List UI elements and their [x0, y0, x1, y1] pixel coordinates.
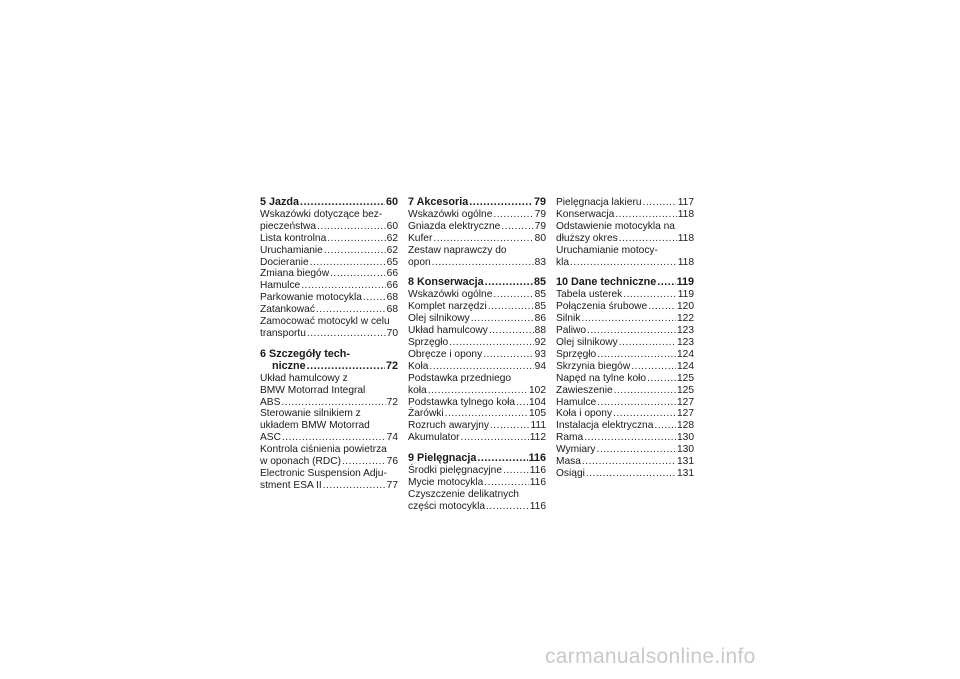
toc-entry[interactable]	[260, 292, 398, 304]
toc-entry[interactable]	[408, 221, 546, 233]
toc-entry[interactable]	[556, 289, 694, 301]
dot-leader	[307, 328, 386, 340]
toc-entry-text: Czyszczenie delikatnych	[408, 488, 519, 500]
toc-page-number: 111	[530, 420, 546, 432]
dot-leader	[483, 349, 533, 361]
toc-entry-text: kla	[556, 256, 570, 268]
toc-entry-text: Podstawka tylnego koła	[408, 396, 516, 408]
toc-page-number: 88	[534, 325, 546, 337]
toc-page-number: 123	[677, 336, 694, 348]
dot-leader	[307, 361, 385, 373]
toc-entry[interactable]	[260, 444, 398, 468]
toc-entry-text: Obręcze i opony	[408, 348, 483, 360]
toc-page-number: 68	[386, 304, 398, 316]
toc-entry-text: Masa	[556, 456, 581, 468]
dot-leader	[648, 301, 676, 313]
toc-entry[interactable]	[260, 245, 398, 257]
toc-entry-text: Mycie motocykla	[408, 476, 484, 488]
toc-entry[interactable]	[556, 420, 694, 432]
toc-page-number: 116	[528, 452, 546, 465]
toc-page-number: 60	[386, 220, 398, 232]
dot-leader	[516, 397, 528, 409]
toc-entry-text: Sprzęgło	[408, 336, 449, 348]
toc-entry-text: transportu	[260, 327, 306, 339]
watermark: carmanualsonline.info	[545, 645, 756, 668]
toc-page-number: 116	[529, 500, 546, 512]
dot-leader	[485, 277, 533, 289]
toc-page-number: 112	[529, 432, 546, 444]
toc-entry-text: Zmiana biegów	[260, 268, 330, 280]
toc-entry[interactable]	[260, 280, 398, 292]
dot-leader	[493, 289, 533, 301]
toc-entry[interactable]	[556, 325, 694, 337]
toc-page-number: 94	[534, 360, 546, 372]
toc-entry[interactable]	[408, 408, 546, 420]
toc-entry-text: Tabela usterek	[556, 289, 623, 301]
toc-entry-text: Żarówki	[408, 408, 444, 420]
toc-entry[interactable]	[556, 444, 694, 456]
toc-entry-text: Połączenia śrubowe	[556, 301, 648, 313]
toc-page-number: 118	[677, 256, 694, 268]
toc-page-number: 125	[677, 384, 694, 396]
toc-entry[interactable]	[556, 432, 694, 444]
toc-page-number: 130	[677, 444, 694, 456]
toc-entry-text: Rama	[556, 432, 584, 444]
dot-leader	[615, 209, 676, 221]
toc-entry-text: niczne	[272, 359, 306, 372]
toc-page-number: 85	[534, 289, 546, 301]
dot-leader	[597, 444, 676, 456]
toc-entry-text: Zestaw naprawczy do	[408, 244, 507, 256]
toc-page-number: 127	[677, 396, 694, 408]
toc-page-number: 125	[677, 372, 694, 384]
dot-leader	[584, 432, 676, 444]
toc-entry[interactable]	[556, 313, 694, 325]
toc-page-number: 120	[677, 301, 694, 313]
toc-entry-text: Wskazówki dotyczące bez-	[260, 208, 383, 220]
toc-entry-text: dłuższy okres	[556, 232, 618, 244]
dot-leader	[489, 325, 534, 337]
dot-leader	[433, 233, 533, 245]
dot-leader	[623, 289, 676, 301]
toc-page-number: 116	[529, 465, 546, 477]
toc-page-number: 93	[534, 348, 546, 360]
dot-leader	[310, 257, 386, 269]
toc-entry[interactable]	[408, 289, 546, 301]
toc-entry-text: pieczeństwa	[260, 220, 317, 232]
toc-entry[interactable]	[408, 373, 546, 397]
dot-leader	[469, 197, 533, 209]
toc-entry-text: Środki pielęgnacyjne	[408, 465, 503, 477]
toc-entry-text: Gniazda elektryczne	[408, 220, 501, 232]
toc-entry-text: Koła i opony	[556, 408, 613, 420]
toc-page-number: 68	[386, 292, 398, 304]
toc-entry-text: koła	[408, 384, 427, 396]
toc-page-number: 118	[677, 208, 694, 220]
toc-page-number: 74	[386, 432, 398, 444]
dot-leader	[324, 245, 386, 257]
toc-entry-text: Lista kontrolna	[260, 232, 327, 244]
toc-page-number: 72	[385, 359, 398, 372]
toc-entry[interactable]	[408, 313, 546, 325]
dot-leader	[327, 233, 385, 245]
toc-entry[interactable]	[556, 408, 694, 420]
toc-entry[interactable]	[408, 477, 546, 489]
toc-entry-text: Hamulce	[556, 396, 597, 408]
toc-entry-text: Kufer	[408, 232, 433, 244]
dot-leader	[477, 453, 527, 465]
dot-leader	[619, 337, 676, 349]
toc-entry-text: Zamocować motocykl w celu	[260, 316, 390, 328]
toc-page-number: 79	[533, 196, 546, 208]
toc-entry-text: części motocykla	[408, 500, 485, 512]
toc-entry-text: Odstawienie motocykla na	[556, 220, 675, 232]
toc-entry-text: Zawieszenie	[556, 384, 613, 396]
toc-entry[interactable]	[556, 197, 694, 209]
dot-leader	[486, 501, 529, 513]
dot-leader	[449, 337, 533, 349]
dot-leader	[657, 277, 675, 289]
toc-chapter-heading[interactable]	[260, 349, 398, 373]
toc-entry-text: 5 Jazda	[260, 196, 300, 208]
toc-entry-text: Wskazówki ogólne	[408, 289, 493, 301]
toc-chapter-heading[interactable]	[408, 277, 546, 289]
toc-entry[interactable]	[260, 257, 398, 269]
toc-entry[interactable]	[408, 489, 546, 513]
toc-entry[interactable]	[408, 361, 546, 373]
toc-page-number: 86	[534, 313, 546, 325]
dot-leader	[619, 233, 677, 245]
toc-page-number: 62	[386, 244, 398, 256]
toc-page-number: 119	[677, 289, 694, 301]
toc-entry-text: Uruchamianie motocy-	[556, 244, 658, 256]
toc-page-number: 117	[677, 197, 694, 208]
toc-page-number: 124	[677, 360, 694, 372]
toc-entry-text: Instalacja elektryczna	[556, 420, 654, 432]
toc-entry[interactable]	[556, 301, 694, 313]
toc-page-number: 66	[386, 280, 398, 292]
dot-leader	[570, 257, 677, 269]
toc-page-number: 130	[677, 432, 694, 444]
toc-entry[interactable]	[260, 209, 398, 233]
toc-page-number: 122	[677, 313, 694, 325]
toc-page-number: 116	[529, 476, 546, 488]
toc-page-number: 131	[677, 456, 694, 468]
toc-page-number: 79	[534, 220, 546, 232]
toc-entry[interactable]	[408, 337, 546, 349]
toc-entry-text: Układ hamulcowy	[408, 325, 488, 337]
toc-entry[interactable]	[408, 397, 546, 409]
toc-entry[interactable]	[556, 221, 694, 245]
toc-entry-text: Podstawka przedniego	[408, 372, 512, 384]
toc-chapter-heading[interactable]	[408, 197, 546, 209]
toc-entry[interactable]	[408, 209, 546, 221]
toc-page-number: 83	[534, 256, 546, 268]
toc-entry-text: Wskazówki ogólne	[408, 208, 493, 220]
toc-entry-text: Komplet narzędzi	[408, 301, 487, 313]
dot-leader	[493, 209, 533, 221]
toc-page-number: 127	[677, 408, 694, 420]
toc-entry[interactable]	[556, 373, 694, 385]
dot-leader	[323, 480, 386, 492]
dot-leader	[471, 313, 534, 325]
toc-page-number: 128	[677, 420, 694, 432]
toc-chapter-heading[interactable]	[556, 277, 694, 289]
dot-leader	[597, 397, 676, 409]
toc-entry[interactable]	[408, 465, 546, 477]
toc-entry[interactable]	[408, 325, 546, 337]
toc-entry-text: Napęd na tylne koło	[556, 372, 647, 384]
toc-entry-text: Kontrola ciśnienia powietrza	[260, 444, 387, 456]
dot-leader	[281, 397, 385, 409]
toc-entry-text: Sprzęgło	[556, 348, 597, 360]
dot-leader	[488, 301, 534, 313]
dot-leader	[445, 408, 528, 420]
toc-entry[interactable]	[260, 316, 398, 340]
toc-column-3	[556, 197, 694, 480]
toc-page-number: 85	[534, 301, 546, 313]
dot-leader	[581, 313, 676, 325]
toc-page-number: 124	[677, 348, 694, 360]
dot-leader	[501, 221, 533, 233]
toc-entry[interactable]	[556, 361, 694, 373]
toc-entry-text: 10 Dane techniczne	[556, 276, 657, 289]
dot-leader	[484, 477, 528, 489]
dot-leader	[643, 197, 677, 209]
toc-entry[interactable]	[260, 304, 398, 316]
toc-entry[interactable]	[260, 268, 398, 280]
toc-entry-text: Electronic Suspension Adju-	[260, 467, 387, 479]
toc-page-number: 131	[677, 467, 694, 479]
toc-entry[interactable]	[408, 432, 546, 444]
dot-leader	[490, 420, 530, 432]
toc-page-number: 76	[386, 456, 398, 468]
toc-entry-text: w oponach (RDC)	[260, 456, 341, 468]
toc-entry[interactable]	[260, 233, 398, 245]
toc-page-number: 118	[677, 232, 694, 244]
toc-page-number: 77	[386, 479, 398, 491]
dot-leader	[461, 432, 529, 444]
toc-entry[interactable]	[556, 468, 694, 480]
toc-entry[interactable]	[260, 468, 398, 492]
toc-entry[interactable]	[556, 209, 694, 221]
toc-entry-text: Skrzynia biegów	[556, 360, 631, 372]
dot-leader	[428, 385, 528, 397]
dot-leader	[613, 408, 676, 420]
toc-page-number: 92	[534, 336, 546, 348]
dot-leader	[586, 468, 676, 480]
dot-leader	[301, 280, 385, 292]
toc-entry-text: Docieranie	[260, 256, 309, 268]
toc-entry[interactable]	[260, 408, 398, 444]
toc-entry-text: opon	[408, 256, 431, 268]
toc-entry-text: 6 Szczegóły tech-	[260, 347, 351, 360]
toc-entry[interactable]	[556, 397, 694, 409]
toc-entry-text: stment ESA II	[260, 479, 322, 491]
dot-leader	[503, 465, 529, 477]
toc-entry-text: Uruchamianie	[260, 244, 323, 256]
toc-entry[interactable]	[408, 420, 546, 432]
toc-entry[interactable]	[260, 373, 398, 409]
toc-entry[interactable]	[556, 337, 694, 349]
toc-entry-text: BMW Motorrad Integral	[260, 384, 366, 396]
toc-entry-text: Zatankować	[260, 304, 315, 316]
toc-chapter-heading[interactable]	[260, 197, 398, 209]
toc-entry-text: układem BMW Motorrad	[260, 420, 370, 432]
toc-page-number: 70	[386, 327, 398, 339]
dot-leader	[317, 221, 386, 233]
toc-entry-text: Olej silnikowy	[408, 313, 470, 325]
dot-leader	[654, 420, 676, 432]
toc-entry[interactable]	[408, 349, 546, 361]
toc-entry[interactable]	[408, 233, 546, 245]
toc-entry-text: Parkowanie motocykla	[260, 292, 362, 304]
toc-entry-text: Paliwo	[556, 325, 587, 337]
dot-leader	[597, 349, 676, 361]
toc-page-number: 85	[533, 276, 546, 289]
toc-page-number: 72	[386, 396, 398, 408]
dot-leader	[429, 361, 533, 373]
toc-page-number: 123	[677, 325, 694, 337]
dot-leader	[614, 385, 676, 397]
dot-leader	[300, 197, 385, 209]
toc-page-number: 65	[386, 256, 398, 268]
dot-leader	[282, 432, 386, 444]
dot-leader	[582, 456, 676, 468]
dot-leader	[647, 373, 676, 385]
dot-leader	[316, 304, 386, 316]
dot-leader	[363, 292, 386, 304]
toc-entry[interactable]	[556, 245, 694, 269]
toc-entry[interactable]	[556, 385, 694, 397]
toc-entry-text: Hamulce	[260, 280, 301, 292]
toc-page-number: 104	[529, 396, 546, 408]
dot-leader	[631, 361, 676, 373]
dot-leader	[330, 268, 386, 280]
dot-leader	[342, 456, 386, 468]
toc-entry-text: 8 Konserwacja	[408, 276, 484, 289]
toc-entry[interactable]	[556, 456, 694, 468]
toc-entry[interactable]	[408, 301, 546, 313]
dot-leader	[587, 325, 676, 337]
toc-entry-text: ASC	[260, 432, 281, 444]
toc-entry-text: Osiągi	[556, 467, 585, 479]
toc-page-number: 79	[534, 208, 546, 220]
toc-page-number: 62	[386, 232, 398, 244]
toc-entry-text: Sterowanie silnikiem z	[260, 408, 361, 420]
toc-chapter-heading[interactable]	[408, 453, 546, 465]
toc-page-number: 102	[529, 384, 546, 396]
toc-page-number: 119	[676, 276, 694, 289]
toc-entry[interactable]	[556, 349, 694, 361]
toc-entry-text: Układ hamulcowy z	[260, 372, 348, 384]
toc-entry-text: 7 Akcesoria	[408, 196, 469, 208]
toc-entry[interactable]	[408, 245, 546, 269]
toc-entry-text: ABS	[260, 396, 281, 408]
toc-page-number: 80	[534, 232, 546, 244]
toc-page-number: 105	[529, 408, 546, 420]
toc-entry-text: Konserwacja	[556, 208, 615, 220]
toc-column-2	[408, 197, 546, 513]
toc-entry-text: 9 Pielęgnacja	[408, 452, 477, 465]
toc-entry-text: Wymiary	[556, 444, 596, 456]
toc-entry-text: Rozruch awaryjny	[408, 420, 489, 432]
toc-entry-text: Olej silnikowy	[556, 336, 618, 348]
toc-entry-text: Pielęgnacja lakieru	[556, 197, 642, 208]
toc-page-number: 60	[385, 196, 398, 208]
toc-entry-text: Silnik	[556, 313, 581, 325]
dot-leader	[432, 257, 534, 269]
toc-column-1	[260, 197, 398, 492]
toc-page-number: 66	[386, 268, 398, 280]
toc-entry-text: Akumulator	[408, 432, 460, 444]
toc-entry-text: Koła	[408, 360, 429, 372]
